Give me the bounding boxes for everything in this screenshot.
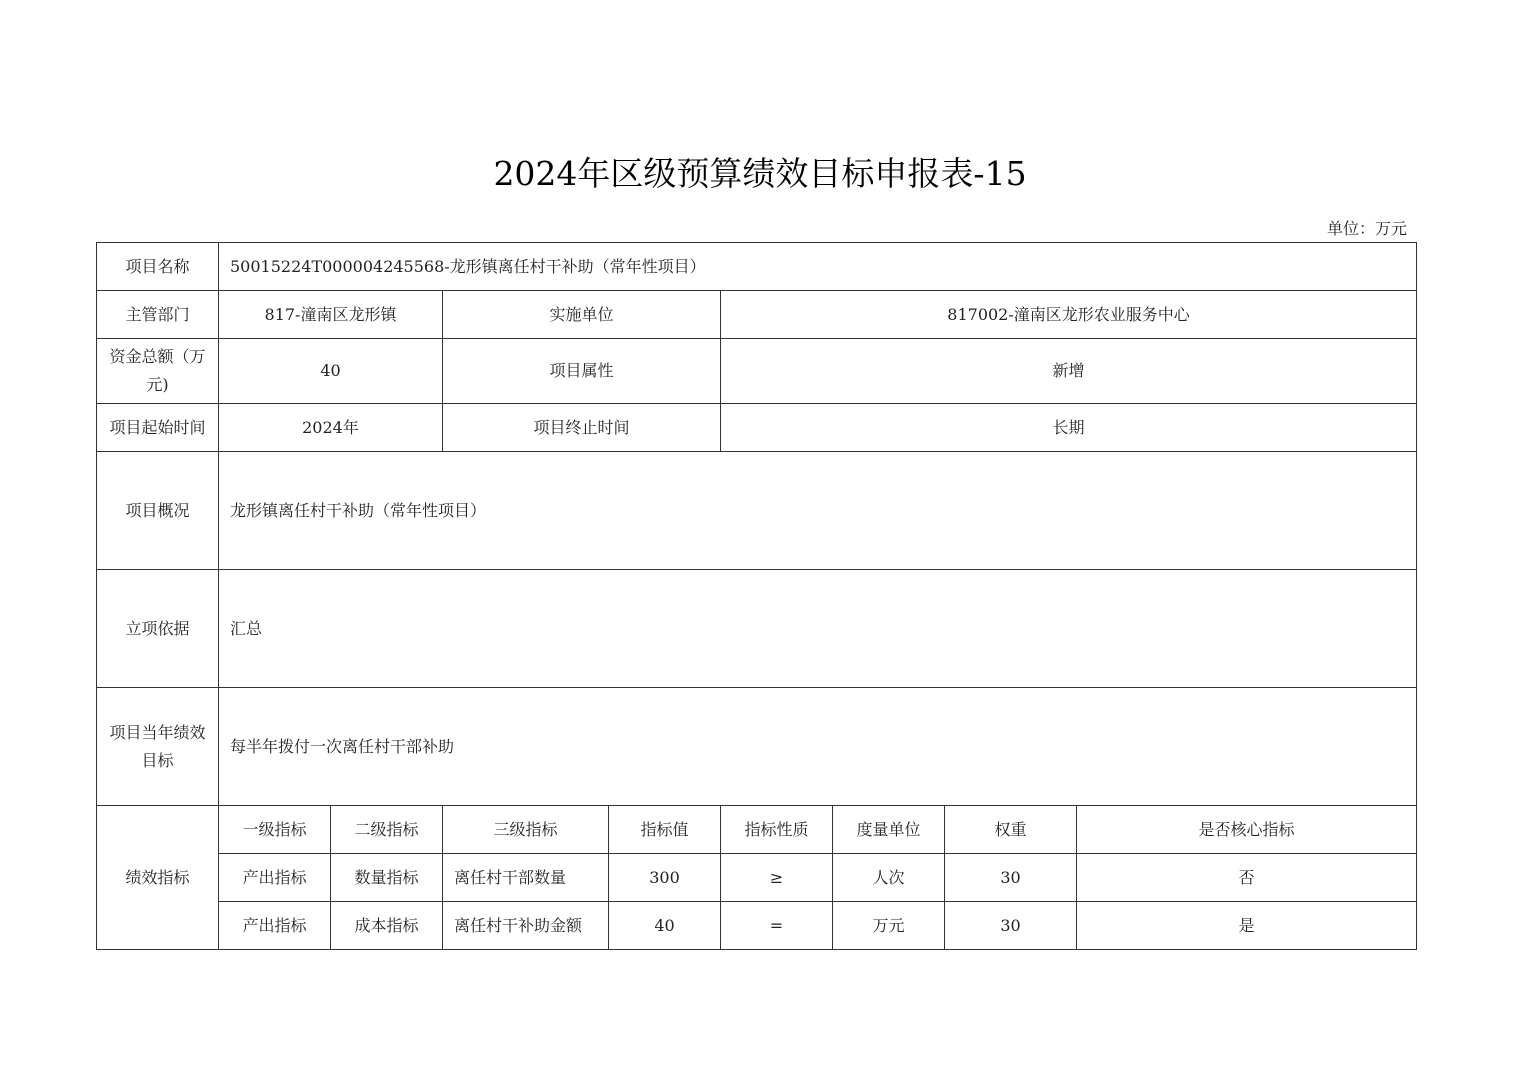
indicator-weight: 30 — [945, 902, 1077, 950]
header-level3: 三级指标 — [443, 806, 609, 854]
project-name-label: 项目名称 — [97, 243, 219, 291]
indicator-level1: 产出指标 — [219, 854, 331, 902]
indicator-level2: 数量指标 — [331, 854, 443, 902]
annual-goal-value: 每半年拨付一次离任村干部补助 — [219, 688, 1417, 806]
project-name-value: 50015224T000004245568-龙形镇离任村干补助（常年性项目） — [219, 243, 1417, 291]
page-title: 2024年区级预算绩效目标申报表-15 — [493, 154, 1027, 193]
indicator-unit: 万元 — [833, 902, 945, 950]
row-period — [97, 404, 1417, 452]
indicator-value: 300 — [609, 854, 721, 902]
unit-label: 单位：万元 — [1326, 219, 1407, 238]
header-weight: 权重 — [945, 806, 1077, 854]
start-time-value: 2024年 — [219, 404, 443, 452]
indicator-row — [97, 854, 1417, 902]
row-basis — [97, 570, 1417, 688]
implementing-unit-label: 实施单位 — [443, 291, 721, 339]
overview-label: 项目概况 — [97, 452, 219, 570]
project-attribute-value: 新增 — [721, 339, 1417, 404]
end-time-value: 长期 — [721, 404, 1417, 452]
indicator-level3: 离任村干补助金额 — [443, 902, 609, 950]
indicator-row — [97, 902, 1417, 950]
row-annual-goal — [97, 688, 1417, 806]
start-time-label: 项目起始时间 — [97, 404, 219, 452]
row-department — [97, 291, 1417, 339]
indicator-nature: ≥ — [721, 854, 833, 902]
indicator-header-row — [97, 806, 1417, 854]
row-overview — [97, 452, 1417, 570]
header-value: 指标值 — [609, 806, 721, 854]
header-unit: 度量单位 — [833, 806, 945, 854]
fund-total-label: 资金总额（万元) — [97, 339, 219, 404]
header-level2: 二级指标 — [331, 806, 443, 854]
indicator-core: 否 — [1077, 854, 1417, 902]
indicator-level3: 离任村干部数量 — [443, 854, 609, 902]
header-core: 是否核心指标 — [1077, 806, 1417, 854]
department-value: 817-潼南区龙形镇 — [219, 291, 443, 339]
department-label: 主管部门 — [97, 291, 219, 339]
annual-goal-label: 项目当年绩效目标 — [97, 688, 219, 806]
budget-form-table — [96, 242, 1417, 950]
indicator-level2: 成本指标 — [331, 902, 443, 950]
indicator-unit: 人次 — [833, 854, 945, 902]
basis-label: 立项依据 — [97, 570, 219, 688]
basis-value: 汇总 — [219, 570, 1417, 688]
row-project-name — [97, 243, 1417, 291]
indicator-core: 是 — [1077, 902, 1417, 950]
implementing-unit-value: 817002-潼南区龙形农业服务中心 — [721, 291, 1417, 339]
indicator-level1: 产出指标 — [219, 902, 331, 950]
indicators-section-label: 绩效指标 — [97, 806, 219, 950]
indicator-weight: 30 — [945, 854, 1077, 902]
indicator-nature: = — [721, 902, 833, 950]
fund-total-value: 40 — [219, 339, 443, 404]
row-fund — [97, 339, 1417, 404]
overview-value: 龙形镇离任村干补助（常年性项目） — [219, 452, 1417, 570]
header-level1: 一级指标 — [219, 806, 331, 854]
end-time-label: 项目终止时间 — [443, 404, 721, 452]
indicator-value: 40 — [609, 902, 721, 950]
header-nature: 指标性质 — [721, 806, 833, 854]
project-attribute-label: 项目属性 — [443, 339, 721, 404]
